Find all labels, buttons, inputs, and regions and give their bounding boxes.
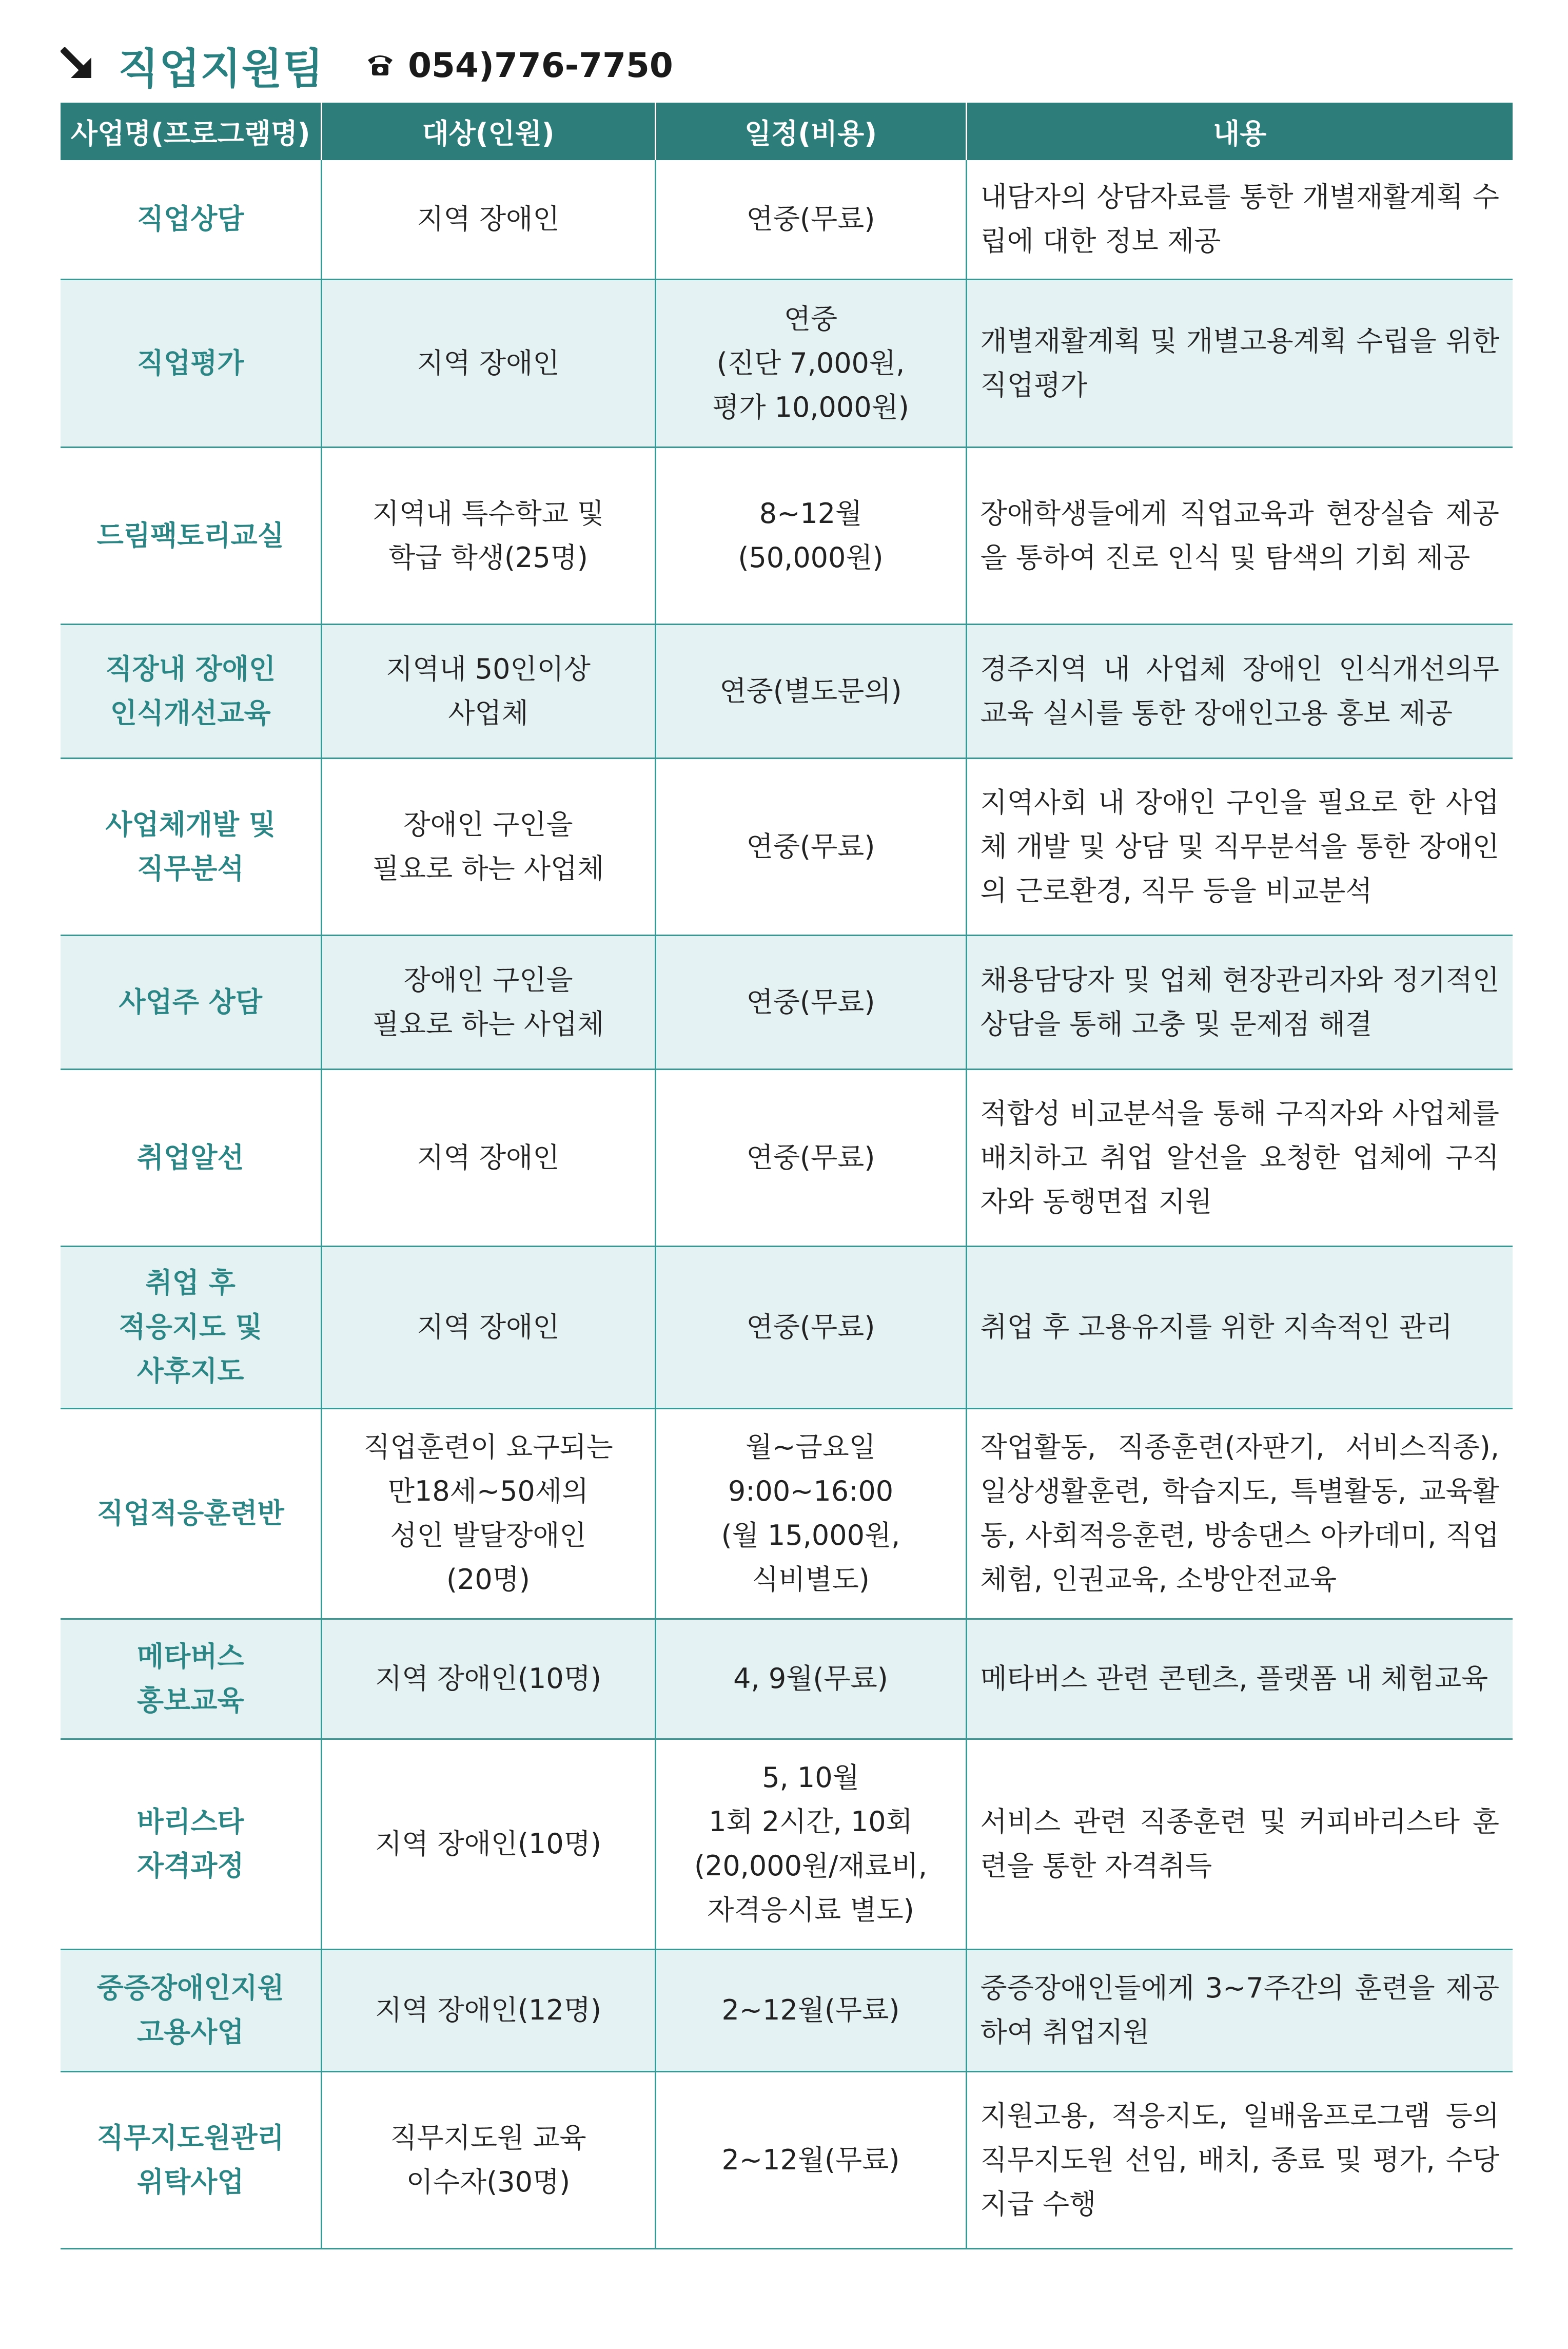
target-cell xyxy=(321,624,655,758)
program-name-cell xyxy=(61,279,321,447)
content-text: 메타버스 관련 콘텐츠, 플랫폼 내 체험교육 xyxy=(980,1662,1488,1695)
table-row xyxy=(61,1619,1513,1739)
program-name-cell xyxy=(61,1408,321,1619)
schedule-cell xyxy=(655,279,966,447)
schedule-cell xyxy=(655,1949,966,2071)
program-table xyxy=(61,103,1513,2249)
program-name: 메타버스 홍보교육 xyxy=(136,1640,244,1717)
content-text: 지역사회 내 장애인 구인을 필요로 한 사업체 개발 및 상담 및 직무분석을 통한 장애인의 근로환경, 직무 등을 비교분석 xyxy=(980,786,1499,907)
content-text: 경주지역 내 사업체 장애인 인식개선의무 교육 실시를 통한 장애인고용 홍보 제공 xyxy=(980,652,1499,729)
table-row xyxy=(61,1408,1513,1619)
schedule-cell xyxy=(655,1619,966,1739)
program-name-cell xyxy=(61,1246,321,1408)
schedule-text: 연중(무료) xyxy=(746,985,875,1018)
section-title: 직업지원팀 xyxy=(118,44,324,93)
column-header-program: 사업명(프로그램명) xyxy=(61,103,321,160)
target-text: 지역내 특수학교 및 학급 학생(25명) xyxy=(372,497,604,574)
schedule-text: 연중(별도문의) xyxy=(719,674,902,707)
column-header-schedule: 일정(비용) xyxy=(655,103,966,160)
target-cell xyxy=(321,758,655,935)
program-name: 바리스타 자격과정 xyxy=(136,1806,244,1882)
table-row xyxy=(61,1246,1513,1408)
schedule-text: 5, 10월 1회 2시간, 10회 (20,000원/재료비, 자격응시료 별도) xyxy=(694,1761,928,1926)
section-header xyxy=(61,27,673,104)
target-text: 지역내 50인이상 사업체 xyxy=(386,652,591,729)
program-name: 중증장애인지원 고용사업 xyxy=(96,1972,284,2048)
table-row xyxy=(61,1069,1513,1246)
schedule-text: 연중(무료) xyxy=(746,1141,875,1174)
schedule-text: 연중(무료) xyxy=(746,1311,875,1343)
content-text: 취업 후 고용유지를 위한 지속적인 관리 xyxy=(980,1311,1453,1343)
program-name: 사업주 상담 xyxy=(119,985,263,1018)
schedule-cell xyxy=(655,1408,966,1619)
content-text: 내담자의 상담자료를 통한 개별재활계획 수립에 대한 정보 제공 xyxy=(980,181,1499,258)
table-row xyxy=(61,160,1513,279)
program-name-cell xyxy=(61,1619,321,1739)
target-cell xyxy=(321,1408,655,1619)
target-cell xyxy=(321,1619,655,1739)
target-cell xyxy=(321,279,655,447)
content-cell xyxy=(966,1739,1513,1949)
target-cell xyxy=(321,1069,655,1246)
target-cell xyxy=(321,1739,655,1949)
program-name: 직업상담 xyxy=(136,203,244,236)
content-cell xyxy=(966,1949,1513,2071)
target-text: 장애인 구인을 필요로 하는 사업체 xyxy=(372,963,604,1040)
schedule-text: 연중(무료) xyxy=(746,203,875,236)
program-name: 직무지도원관리 위탁사업 xyxy=(96,2121,284,2198)
table-row xyxy=(61,758,1513,935)
program-name-cell xyxy=(61,2071,321,2248)
schedule-cell xyxy=(655,935,966,1069)
target-text: 지역 장애인 xyxy=(417,346,560,379)
program-name: 취업알선 xyxy=(136,1141,244,1174)
table-row xyxy=(61,935,1513,1069)
target-text: 지역 장애인 xyxy=(417,203,560,236)
content-cell xyxy=(966,624,1513,758)
target-text: 지역 장애인 xyxy=(417,1141,560,1174)
arrow-down-right-icon xyxy=(61,47,96,83)
schedule-cell xyxy=(655,1246,966,1408)
target-text: 지역 장애인(12명) xyxy=(375,1994,601,2026)
table-row xyxy=(61,1739,1513,1949)
target-text: 지역 장애인(10명) xyxy=(375,1828,601,1860)
schedule-text: 월~금요일 9:00~16:00 (월 15,000원, 식비별도) xyxy=(721,1431,900,1596)
target-cell xyxy=(321,1949,655,2071)
program-name-cell xyxy=(61,160,321,279)
content-cell xyxy=(966,1069,1513,1246)
target-text: 직업훈련이 요구되는 만18세~50세의 성인 발달장애인 (20명) xyxy=(363,1431,613,1596)
schedule-text: 8~12월 (50,000원) xyxy=(738,497,884,574)
target-cell xyxy=(321,935,655,1069)
content-text: 중증장애인들에게 3~7주간의 훈련을 제공하여 취업지원 xyxy=(980,1972,1499,2048)
schedule-text: 4, 9월(무료) xyxy=(733,1662,888,1695)
program-name-cell xyxy=(61,758,321,935)
content-text: 채용담당자 및 업체 현장관리자와 정기적인 상담을 통해 고충 및 문제점 해결 xyxy=(980,963,1499,1040)
program-name-cell xyxy=(61,1069,321,1246)
schedule-text: 연중 (진단 7,000원, 평가 10,000원) xyxy=(712,302,909,423)
table-row xyxy=(61,447,1513,624)
program-name-cell xyxy=(61,1949,321,2071)
schedule-cell xyxy=(655,1069,966,1246)
program-name-cell xyxy=(61,935,321,1069)
content-cell xyxy=(966,1246,1513,1408)
program-name: 직장내 장애인 인식개선교육 xyxy=(105,652,276,729)
content-text: 개별재활계획 및 개별고용계획 수립을 위한 직업평가 xyxy=(980,324,1499,401)
table-row xyxy=(61,1949,1513,2071)
program-name: 사업체개발 및 직무분석 xyxy=(105,808,276,885)
program-name-cell xyxy=(61,624,321,758)
content-cell xyxy=(966,758,1513,935)
program-name: 드림팩토리교실 xyxy=(96,519,284,552)
content-text: 지원고용, 적응지도, 일배움프로그램 등의 직무지도원 선임, 배치, 종료 및 평가, 수당지급 수행 xyxy=(980,2099,1499,2220)
program-name-cell xyxy=(61,1739,321,1949)
target-cell xyxy=(321,160,655,279)
schedule-cell xyxy=(655,2071,966,2248)
schedule-cell xyxy=(655,1739,966,1949)
content-text: 적합성 비교분석을 통해 구직자와 사업체를 배치하고 취업 알선을 요청한 업체에 구직자와 동행면접 지원 xyxy=(980,1097,1499,1218)
program-name-cell xyxy=(61,447,321,624)
target-text: 지역 장애인 xyxy=(417,1311,560,1343)
target-text: 직무지도원 교육 이수자(30명) xyxy=(390,2121,586,2198)
schedule-cell xyxy=(655,624,966,758)
table-row xyxy=(61,2071,1513,2248)
target-cell xyxy=(321,1246,655,1408)
table-row xyxy=(61,624,1513,758)
schedule-cell xyxy=(655,758,966,935)
content-text: 장애학생들에게 직업교육과 현장실습 제공을 통하여 진로 인식 및 탐색의 기회 제공 xyxy=(980,497,1499,574)
schedule-cell xyxy=(655,447,966,624)
target-text: 지역 장애인(10명) xyxy=(375,1662,601,1695)
content-cell xyxy=(966,279,1513,447)
schedule-text: 2~12월(무료) xyxy=(721,1994,900,2026)
content-cell xyxy=(966,160,1513,279)
column-header-content: 내용 xyxy=(966,103,1513,160)
content-text: 서비스 관련 직종훈련 및 커피바리스타 훈련을 통한 자격취득 xyxy=(980,1806,1499,1882)
program-name: 직업적응훈련반 xyxy=(96,1497,284,1529)
schedule-text: 연중(무료) xyxy=(746,830,875,863)
target-cell xyxy=(321,2071,655,2248)
program-name: 취업 후 적응지도 및 사후지도 xyxy=(119,1267,263,1387)
table-row xyxy=(61,279,1513,447)
content-cell xyxy=(966,447,1513,624)
program-name: 직업평가 xyxy=(136,346,244,379)
telephone-icon xyxy=(366,51,395,80)
content-cell xyxy=(966,2071,1513,2248)
content-text: 작업활동, 직종훈련(자판기, 서비스직종), 일상생활훈련, 학습지도, 특별활동, 교육활동, 사회적응훈련, 방송댄스 아카데미, 직업체험, 인권교육, 소방안전교육 xyxy=(980,1431,1499,1596)
schedule-text: 2~12월(무료) xyxy=(721,2143,900,2176)
content-cell xyxy=(966,935,1513,1069)
content-cell xyxy=(966,1619,1513,1739)
table-header-row xyxy=(61,103,1513,160)
content-cell xyxy=(966,1408,1513,1619)
target-text: 장애인 구인을 필요로 하는 사업체 xyxy=(372,808,604,885)
target-cell xyxy=(321,447,655,624)
column-header-target: 대상(인원) xyxy=(321,103,655,160)
phone-number: 054)776-7750 xyxy=(408,45,673,85)
schedule-cell xyxy=(655,160,966,279)
